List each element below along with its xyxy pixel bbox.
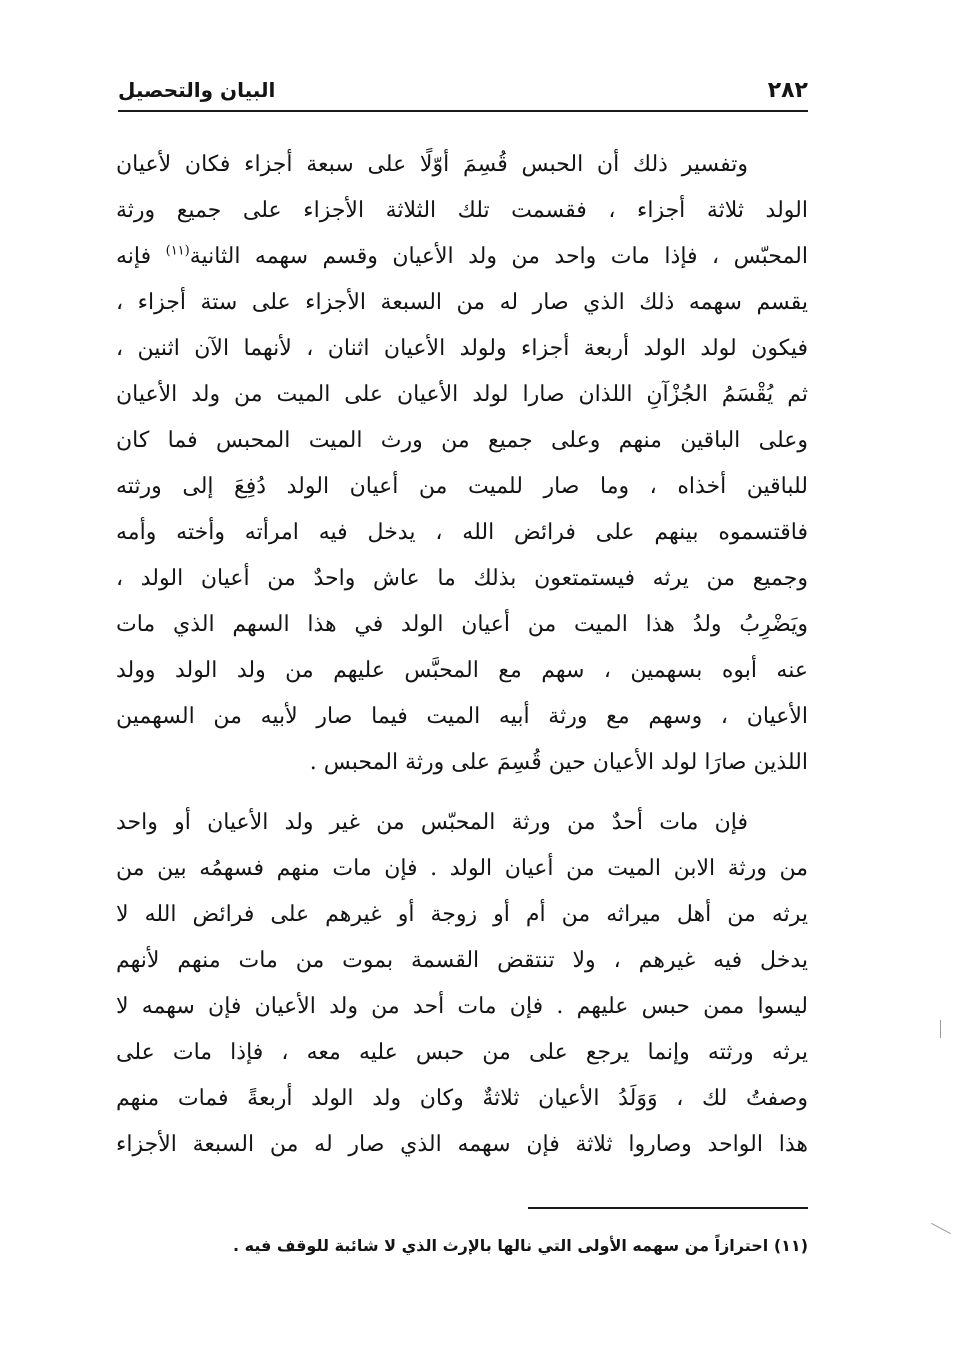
text-line-part: فإنه [116, 244, 166, 269]
text-line: وصفتُ لك ، وَوَلَدُ الأعيان ثلاثةٌ وكان ولد الولد أربعةً فمات منهم [116, 1086, 808, 1111]
text-line: عنه أبوه بسهمين ، سهم مع المحبَّس عليهم من ولد الولد وولد [116, 658, 808, 683]
page-header [118, 70, 808, 112]
body-text [116, 142, 808, 1168]
text-line: يرثه ورثته وإنما يرجع على من حبس عليه معه ، فإذا مات على [116, 1040, 808, 1065]
text-line: وعلى الباقين منهم وعلى جميع من ورث الميت المحبس فما كان [116, 428, 808, 453]
text-line: هذا الواحد وصاروا ثلاثة فإن سهمه الذي صار له من السبعة الأجزاء [116, 1132, 808, 1157]
paragraph-2 [116, 800, 808, 1168]
scan-artifact [931, 1223, 951, 1234]
text-line: اللذين صارَا لولد الأعيان حين قُسِمَ على ورثة المحبس . [309, 750, 808, 775]
text-line: ثم يُقْسَمُ الجُزْآنِ اللذان صارا لولد الأعيان على الميت من ولد الأعيان [116, 382, 808, 407]
text-line: يدخل فيه غيرهم ، ولا تنتقض القسمة بموت من مات منهم لأنهم [116, 948, 808, 973]
scan-artifact [940, 1020, 941, 1038]
text-line: ليسوا ممن حبس عليهم . فإن مات أحد من ولد الأعيان فإن سهمه لا [116, 994, 808, 1019]
text-line: للباقين أخذاه ، وما صار للميت من أعيان الولد دُفِعَ إلى ورثته [116, 474, 808, 499]
text-line: فإن مات أحدٌ من ورثة المحبّس من غير ولد الأعيان أو واحد [116, 810, 748, 835]
paragraph-1 [116, 142, 808, 786]
paragraph-gap [116, 786, 808, 800]
text-line: يرثه من أهل ميراثه من أم أو زوجة أو غيرهم على فرائض الله لا [116, 902, 808, 927]
footnote-divider [528, 1207, 808, 1209]
text-line: وجميع من يرثه فيستمتعون بذلك ما عاش واحدٌ من أعيان الولد ، [116, 566, 808, 591]
text-line: يقسم سهمه ذلك الذي صار له من السبعة الأجزاء على ستة أجزاء ، [116, 290, 808, 315]
text-line: الولد ثلاثة أجزاء ، فقسمت تلك الثلاثة الأجزاء على جميع ورثة [116, 198, 808, 223]
text-line: من ورثة الابن الميت من أعيان الولد . فإن مات منهم فسهمُه بين من [116, 856, 808, 881]
text-line: وتفسير ذلك أن الحبس قُسِمَ أوّلًا على سبعة أجزاء فكان لأعيان [116, 152, 748, 177]
page-number: ٢٨٢ [767, 78, 808, 103]
running-title: البيان والتحصيل [118, 78, 276, 102]
text-line: الأعيان ، وسهم مع ورثة أبيه الميت فيما صار لأبيه من السهمين [116, 704, 808, 729]
text-line: ويَضْرِبُ ولدُ هذا الميت من أعيان الولد في هذا السهم الذي مات [116, 612, 808, 637]
text-line [116, 234, 808, 280]
footnote-reference[interactable]: (١١) [165, 243, 190, 259]
text-line: فاقتسموه بينهم على فرائض الله ، يدخل فيه امرأته وأخته وأمه [116, 520, 808, 545]
text-line: فيكون لولد الولد أربعة أجزاء ولولد الأعيان اثنان ، لأنهما الآن اثنين ، [116, 336, 808, 361]
footnote: (١١) احترازاً من سهمه الأولى التي نالها بالإرث الذي لا شائبة للوقف فيه . [232, 1236, 808, 1255]
text-line-part: المحبّس ، فإذا مات واحد من ولد الأعيان وقسم سهمه الثانية [189, 244, 808, 269]
